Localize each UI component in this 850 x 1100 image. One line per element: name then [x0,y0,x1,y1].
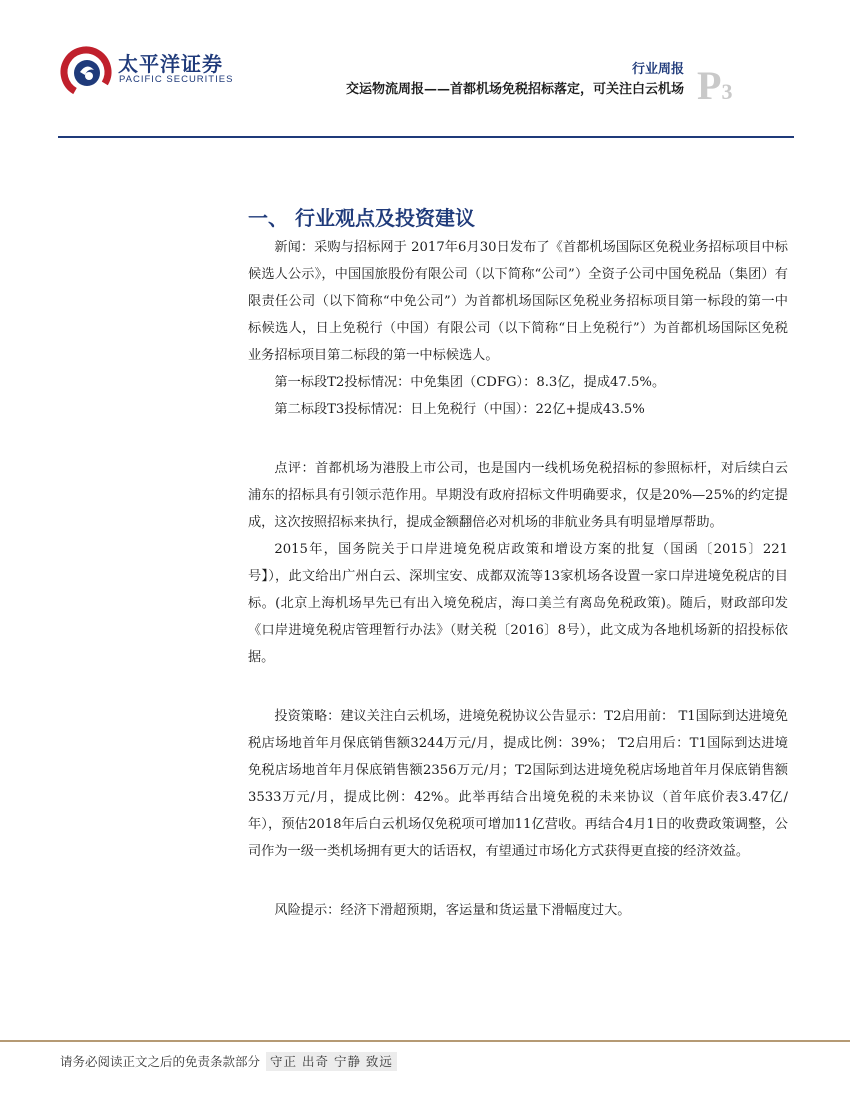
report-title: 交运物流周报——首都机场免税招标落定，可关注白云机场 [345,82,684,97]
page-label: P [697,63,722,108]
footer [60,1052,397,1070]
logo-emblem-icon [58,42,114,98]
spacer [248,671,788,703]
footer-disclaimer: 请务必阅读正文之后的免责条款部分 [60,1054,261,1069]
page-number-value: 3 [721,79,733,104]
logo-english-name: PACIFIC SECURITIES [119,74,234,85]
paragraph-comment: 点评：首都机场为港股上市公司，也是国内一线机场免税招标的参照标杆，对后续白云浦东的招标具有引领示范作用。早期没有政府招标文件明确要求，仅是20%—25%的约定提成，这次按照招标来执行，提成金额翻倍必对机场的非航业务具有明显增厚帮助。 [248,461,788,530]
page-number [697,63,733,108]
paragraph-lot2: 第二标段T3投标情况：日上免税行（中国）：22亿+提成43.5% [274,402,645,417]
footer-divider [0,1040,850,1042]
report-category: 行业周报 [631,62,684,77]
paragraph-lot1: 第一标段T2投标情况：中免集团（CDFG）：8.3亿，提成47.5%。 [274,375,666,390]
paragraph-policy: 2015年，国务院关于口岸进境免税店政策和增设方案的批复（国函〔2015〕221号】），此文给出广州白云、深圳宝安、成都双流等13家机场各设置一家口岸进境免税店的目标。(北京上海机场早先已有出入境免税店，海口美兰有离岛免税政策)。随后，财政部印发《口岸进境免税店管理暂行办法》（财关税〔2016〕8号），此文成为各地机场新的招投标依据。 [248,542,788,665]
paragraph-news: 新闻：采购与招标网于 2017年6月30日发布了《首都机场国际区免税业务招标项目中标候选人公示》，中国国旅股份有限公司（以下简称“公司”）全资子公司中国免税品（集团）有限责任公司（以下简称“中免公司”）为首都机场国际区免税业务招标项目第一标段的第一中标候选人，日上免税行（中国）有限公司（以下简称“日上免税行”）为首都机场国际区免税业务招标项目第二标段的第一中标候选人。 [248,240,788,363]
logo-chinese-name: 太平洋证券 [118,52,223,76]
company-logo [58,42,248,102]
spacer [248,423,788,455]
paragraph-risk: 风险提示：经济下滑超预期，客运量和货运量下滑幅度过大。 [274,903,631,918]
header-divider [58,136,794,138]
body-content [248,234,788,924]
paragraph-strategy: 投资策略：建议关注白云机场，进境免税协议公告显示：T2启用前： T1国际到达进境免税店场地首年月保底销售额3244万元/月，提成比例：39%； T2启用后：T1国际到达进境免税店场地首年月保底销售额2356万元/月；T2国际到达进境免税店场地首年月保底销售额3533万元/月，提成比例：42%。此举再结合出境免税的未来协议（首年底价表3.47亿/年），预估2018年后白云机场仅免税项可增加11亿营收。再结合4月1日的收费政策调整，公司作为一级一类机场拥有更大的话语权，有望通过市场化方式获得更直接的经济效益。 [248,709,788,859]
section-title: 一、 行业观点及投资建议 [248,206,475,230]
footer-motto: 守正 出奇 宁静 致远 [266,1052,397,1071]
spacer [248,865,788,897]
